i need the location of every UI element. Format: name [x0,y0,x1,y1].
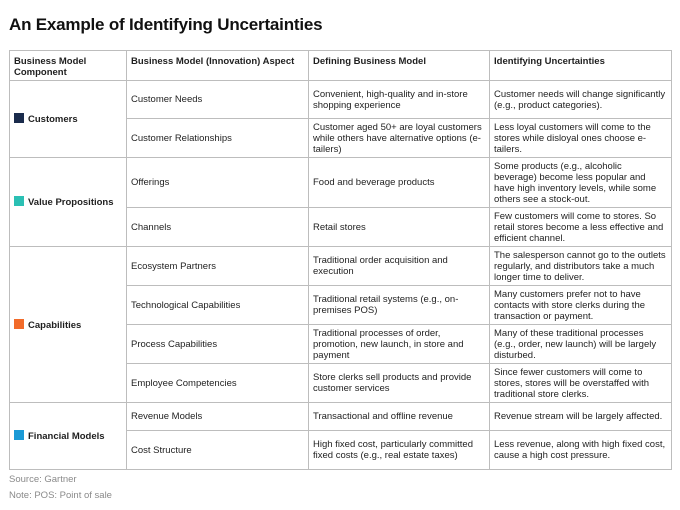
uncertainty-cell: Few customers will come to stores. So retail stores become a less effective and efficient channel. [490,208,672,247]
defining-cell: Convenient, high-quality and in-store shopping experience [309,81,490,119]
component-label: Financial Models [28,431,105,442]
aspect-cell: Cost Structure [127,431,309,470]
aspect-cell: Employee Competencies [127,364,309,403]
defining-cell: Traditional processes of order, promotion, new launch, in store and payment [309,325,490,364]
header-component: Business Model Component [10,51,127,81]
uncertainty-cell: Many customers prefer not to have contacts with store clerks during the transaction or payment. [490,286,672,325]
defining-cell: Food and beverage products [309,158,490,208]
aspect-cell: Offerings [127,158,309,208]
defining-cell: Store clerks sell products and provide customer services [309,364,490,403]
table-header-row [10,51,672,81]
aspect-cell: Customer Relationships [127,119,309,158]
header-uncertainties: Identifying Uncertainties [490,51,672,81]
uncertainty-cell: Since fewer customers will come to stores, stores will be overstaffed with traditional store clerks. [490,364,672,403]
uncertainty-cell: Customer needs will change significantly (e.g., product categories). [490,81,672,119]
aspect-cell: Process Capabilities [127,325,309,364]
component-label: Capabilities [28,319,82,331]
page-title: An Example of Identifying Uncertainties [9,15,323,34]
defining-cell: Traditional retail systems (e.g., on-premises POS) [309,286,490,325]
header-defining: Defining Business Model [309,51,490,81]
component-customers [10,81,127,158]
uncertainty-cell: Less revenue, along with high fixed cost, cause a high cost pressure. [490,431,672,470]
customers-color-swatch [14,113,24,123]
table-row [10,403,672,431]
defining-cell: Retail stores [309,208,490,247]
footnote: Note: POS: Point of sale [9,490,112,501]
defining-cell: High fixed cost, particularly committed fixed costs (e.g., real estate taxes) [309,431,490,470]
table-row [10,247,672,286]
table-row [10,81,672,119]
uncertainty-cell: Many of these traditional processes (e.g., order, new launch) will be largely disturbed. [490,325,672,364]
value-propositions-color-swatch [14,196,24,206]
aspect-cell: Technological Capabilities [127,286,309,325]
uncertainty-cell: The salesperson cannot go to the outlets regularly, and distributors take a much longer time to deliver. [490,247,672,286]
uncertainties-table [9,50,672,470]
table-row [10,158,672,208]
aspect-cell: Ecosystem Partners [127,247,309,286]
component-label: Value Propositions [28,197,114,208]
defining-cell: Transactional and offline revenue [309,403,490,431]
capabilities-color-swatch [14,319,24,329]
component-label: Customers [28,114,78,125]
source-note: Source: Gartner [9,474,77,485]
uncertainty-cell: Less loyal customers will come to the stores while disloyal ones choose e-tailers. [490,119,672,158]
uncertainty-cell: Revenue stream will be largely affected. [490,403,672,431]
component-value-propositions [10,158,127,247]
aspect-cell: Channels [127,208,309,247]
component-capabilities [10,247,127,403]
aspect-cell: Customer Needs [127,81,309,119]
component-financial-models [10,403,127,470]
financial-models-color-swatch [14,430,24,440]
defining-cell: Traditional order acquisition and execution [309,247,490,286]
header-aspect: Business Model (Innovation) Aspect [127,51,309,81]
aspect-cell: Revenue Models [127,403,309,431]
uncertainty-cell: Some products (e.g., alcoholic beverage) become less popular and have high inventory levels, while some others see a stock-out. [490,158,672,208]
defining-cell: Customer aged 50+ are loyal customers while others have alternative options (e-tailers) [309,119,490,158]
